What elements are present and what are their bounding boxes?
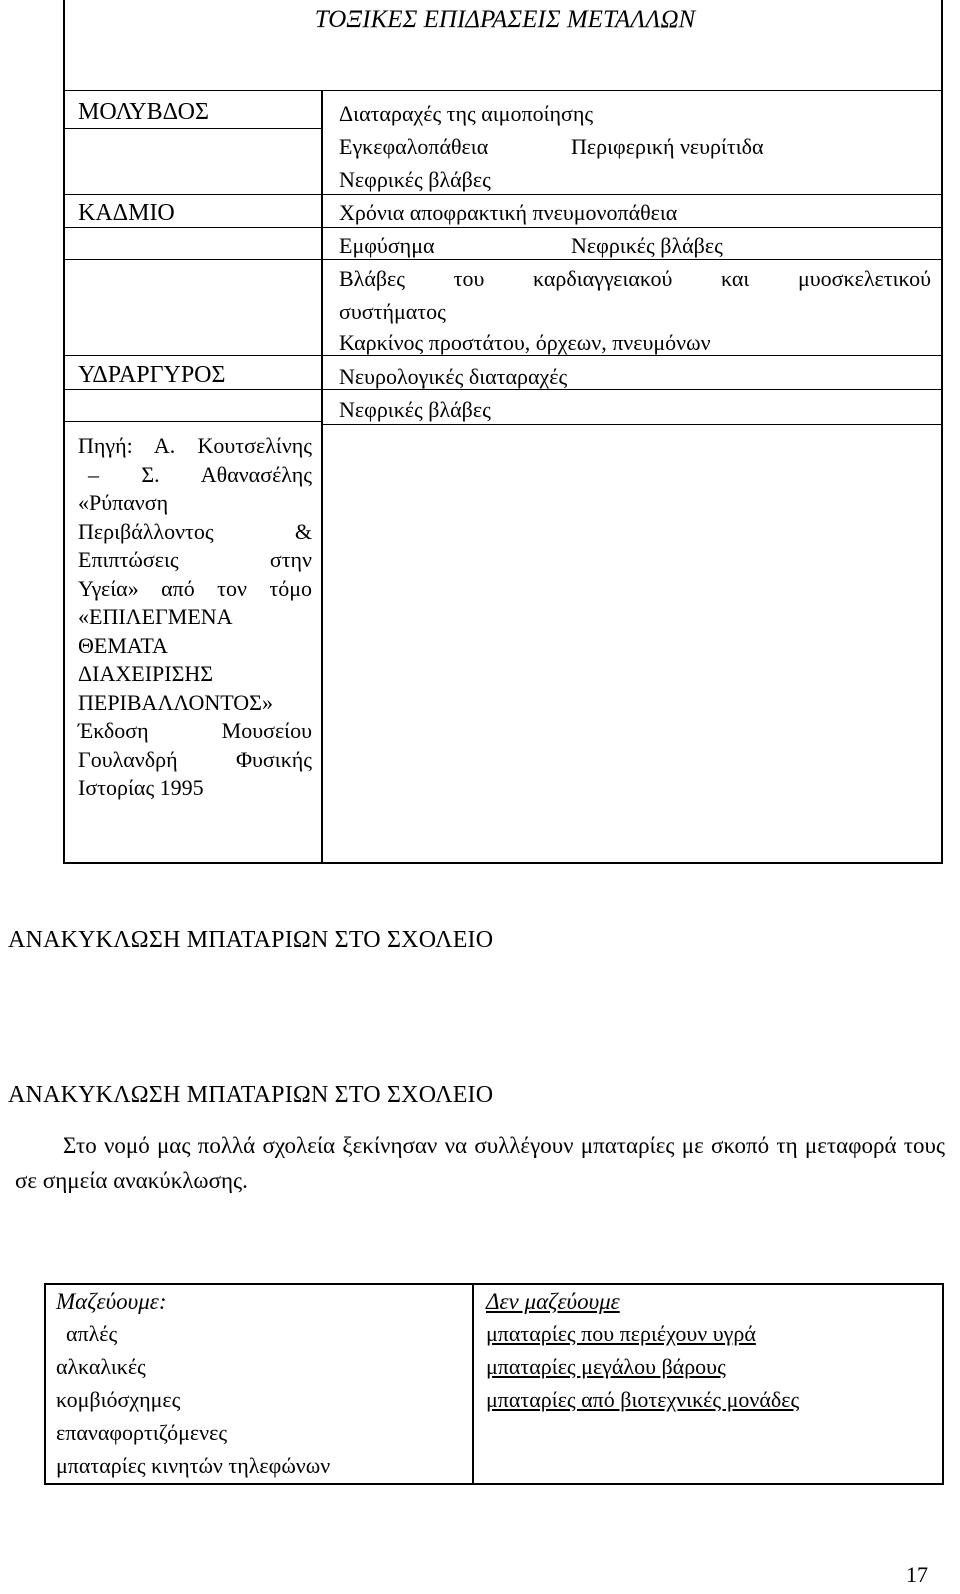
nocollect-item: μπαταρίες που περιέχουν υγρά	[486, 1321, 756, 1346]
effect-text: Νεφρικές βλάβες	[571, 233, 723, 258]
table-rule	[65, 128, 321, 129]
collect-header: Μαζεύουμε:	[56, 1289, 167, 1314]
effect-text: Νευρολογικές διαταραχές	[339, 364, 568, 389]
nocollect-item: μπαταρίες από βιοτεχνικές μονάδες	[486, 1387, 800, 1412]
source-line: – Σ. Αθανασέλης	[88, 461, 312, 487]
source-line: «ΕΠΙΛΕΓΜΕΝΑ	[78, 604, 233, 629]
effect-text: Διαταραχές της αιμοποίησης	[339, 101, 594, 126]
collect-item: απλές	[66, 1321, 118, 1346]
intro-paragraph: Στο νομό μας πολλά σχολεία ξεκίνησαν να συλλέγουν μπαταρίες με σκοπό τη μεταφορά τους σε σημεία ανακύκλωσης.	[15, 1133, 945, 1193]
effect-text: Καρκίνος προστάτου, όρχεων, πνευμόνων	[339, 330, 711, 355]
source-line: «Ρύπανση	[78, 490, 169, 515]
source-line: Ιστορίας 1995	[78, 775, 204, 800]
source-line: Υγεία» από τον τόμο	[78, 575, 312, 601]
table-rule	[65, 259, 941, 260]
page-number: 17	[906, 1562, 928, 1587]
metal-name-mercury: ΥΔΡΑΡΓΥΡΟΣ	[78, 362, 226, 388]
table-column-divider	[321, 90, 323, 862]
table-rule	[65, 421, 321, 422]
effect-text: Εγκεφαλοπάθεια	[339, 134, 489, 159]
metal-name-lead: ΜΟΛΥΒΔΟΣ	[78, 99, 209, 125]
effect-text: συστήματος	[339, 299, 446, 324]
collect-item: επαναφορτιζόμενες	[56, 1420, 228, 1445]
collect-item: κομβιόσχημες	[56, 1387, 181, 1412]
table-rule	[65, 194, 321, 195]
effect-text: Νεφρικές βλάβες	[339, 167, 491, 192]
section-heading: ΑΝΑΚΥΚΛΩΣΗ ΜΠΑΤΑΡΙΩΝ ΣΤΟ ΣΧΟΛΕΙΟ	[8, 927, 494, 953]
nocollect-item: μπαταρίες μεγάλου βάρους	[486, 1354, 726, 1379]
toxic-metals-table	[63, 0, 943, 864]
effect-text: Νεφρικές βλάβες	[339, 397, 491, 422]
effect-text: Χρόνια αποφρακτική πνευμονοπάθεια	[339, 200, 678, 225]
source-line: Πηγή: Α. Κουτσελίνης	[78, 433, 312, 458]
effect-text: Περιφερική νευρίτιδα	[571, 134, 764, 159]
nocollect-header: Δεν μαζεύουμε	[486, 1289, 620, 1314]
source-line: ΘΕΜΑΤΑ	[78, 632, 168, 658]
source-line: Γουλανδρή Φυσικής	[78, 746, 312, 772]
source-line: ΠΕΡΙΒΑΛΛΟΝΤΟΣ»	[78, 689, 273, 715]
battery-collection-table	[44, 1283, 944, 1485]
section-heading: ΑΝΑΚΥΚΛΩΣΗ ΜΠΑΤΑΡΙΩΝ ΣΤΟ ΣΧΟΛΕΙΟ	[8, 1082, 494, 1108]
effect-text: Εμφύσημα	[339, 233, 435, 258]
table-rule	[65, 90, 941, 91]
table-title: ΤΟΞΙΚΕΣ ΕΠΙΔΡΑΣΕΙΣ ΜΕΤΑΛΛΩΝ	[314, 6, 696, 33]
source-line: ΔΙΑΧΕΙΡΙΣΗΣ	[78, 661, 214, 686]
table-column-divider	[472, 1285, 474, 1483]
source-line: Επιπτώσεις στην	[78, 547, 312, 572]
metal-name-cadmium: ΚΑΔΜΙΟ	[78, 200, 175, 226]
effect-text: Βλάβες του καρδιαγγειακού και μυοσκελετικού	[339, 266, 931, 291]
collect-column	[56, 1287, 330, 1482]
source-line: Περιβάλλοντος &	[78, 518, 312, 544]
nocollect-column	[486, 1287, 799, 1416]
collect-item: μπαταρίες κινητών τηλεφώνων	[56, 1453, 331, 1478]
source-line: Έκδοση Μουσείου	[78, 718, 312, 743]
collect-item: αλκαλικές	[56, 1354, 146, 1379]
source-citation	[78, 432, 312, 803]
